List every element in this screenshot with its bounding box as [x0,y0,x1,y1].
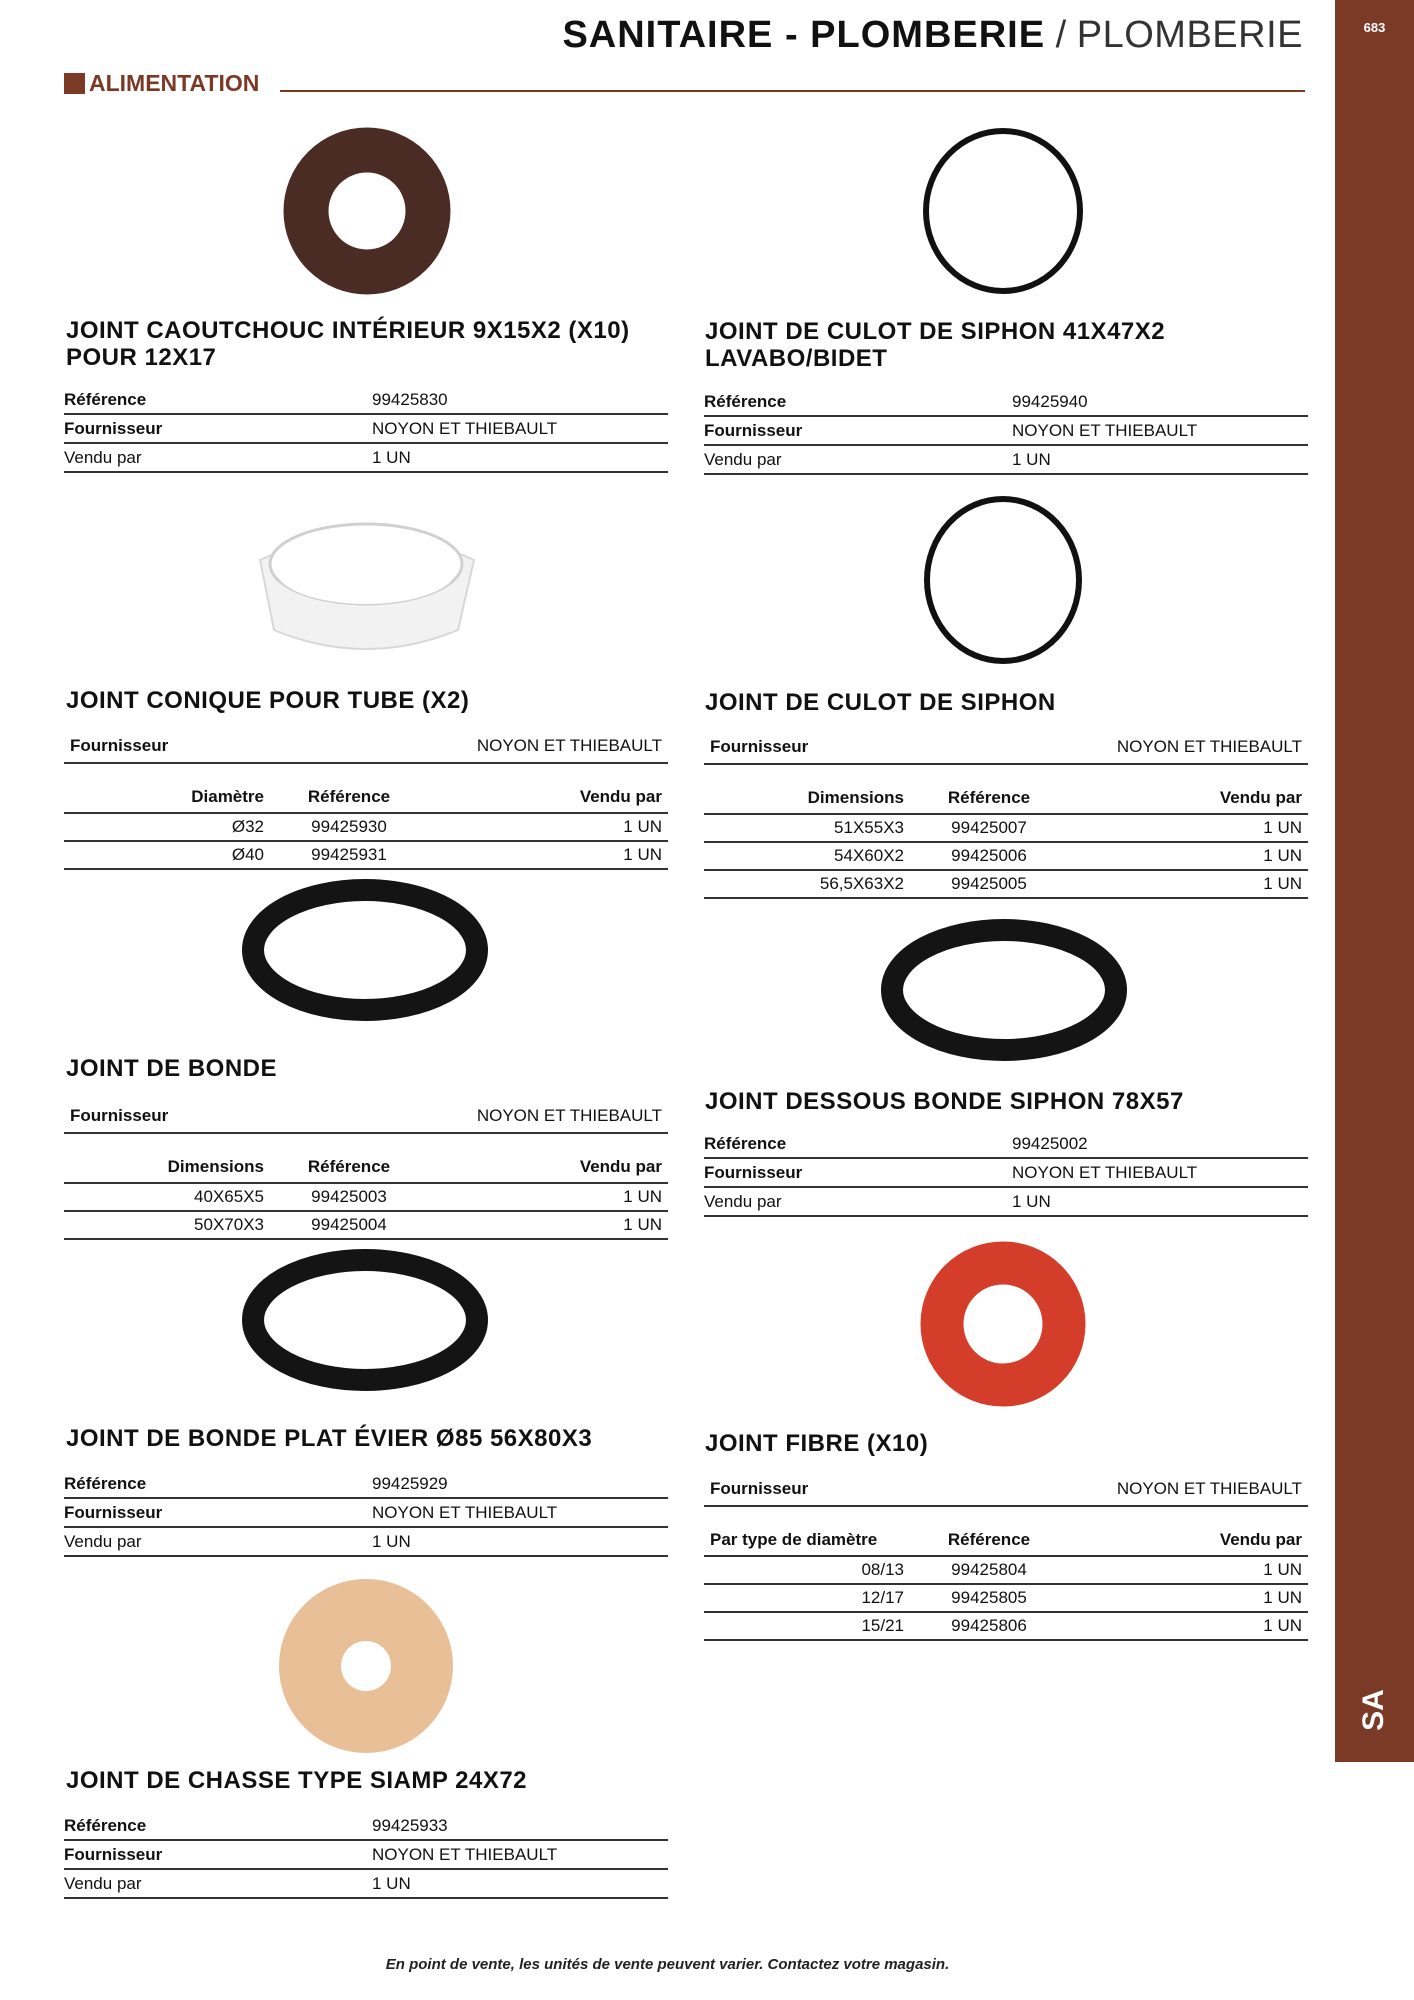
col-header: Référence [947,1530,1031,1549]
supplier-label: Fournisseur [710,737,809,756]
info-value: NOYON ET THIEBAULT [1012,1162,1198,1182]
product-title: JOINT DE BONDE PLAT ÉVIER Ø85 56X80X3 [66,1425,593,1452]
cell: 1 UN [1263,1560,1302,1579]
product-title: JOINT DE CULOT DE SIPHON [705,689,1056,716]
col-header: Vendu par [1219,1530,1302,1549]
variants-table [64,782,668,870]
info-key: Référence [64,389,147,409]
side-tab [1335,0,1414,1762]
info-value: 99425830 [372,389,448,409]
cell: 1 UN [1263,846,1302,865]
supplier-value: NOYON ET THIEBAULT [1116,737,1302,756]
footer-note: En point de vente, les unités de vente peuvent varier. Contactez votre magasin. [385,1956,950,1973]
cell: 99425006 [951,846,1027,865]
col-header: Dimensions [807,788,904,807]
info-value: NOYON ET THIEBAULT [372,418,558,438]
cell: 99425931 [311,845,387,864]
page-header [562,14,1303,57]
product-image-flat-sink-ring [235,1240,495,1400]
product-title: JOINT DESSOUS BONDE SIPHON 78X57 [705,1088,1184,1115]
info-key: Fournisseur [704,1162,803,1182]
info-key: Vendu par [64,447,142,467]
cell: 1 UN [623,845,662,864]
supplier-label: Fournisseur [70,736,169,755]
section-heading [64,70,259,97]
info-value: 99425933 [372,1815,448,1835]
product-title: JOINT CAOUTCHOUC INTÉRIEUR 9X15X2 (X10) POUR 12X17 [66,317,630,371]
cell: 12/17 [861,1588,904,1607]
product-title: JOINT DE CULOT DE SIPHON 41X47X2 LAVABO/BIDET [705,318,1166,372]
info-value: 1 UN [372,1873,411,1893]
header-title: SANITAIRE - PLOMBERIE [562,14,1046,56]
supplier-row [704,1473,1308,1507]
info-key: Fournisseur [64,1844,163,1864]
supplier-row [704,731,1308,765]
product-info-table [64,1812,668,1899]
info-key: Fournisseur [704,420,803,440]
supplier-label: Fournisseur [710,1479,809,1498]
col-header: Par type de diamètre [710,1530,878,1549]
cell: Ø40 [231,845,264,864]
cell: 99425003 [311,1187,387,1206]
product-image-bonde-ring [235,870,495,1030]
col-header: Vendu par [579,787,662,806]
supplier-label: Fournisseur [70,1106,169,1125]
cell: 1 UN [1263,1588,1302,1607]
table-row [64,1212,668,1240]
product-image-conical-joint [246,490,486,665]
table-row [64,814,668,842]
variants-table [704,783,1308,899]
table-row [704,843,1308,871]
cell: 1 UN [1263,818,1302,837]
product-title: JOINT CONIQUE POUR TUBE (X2) [66,687,470,714]
cell: 99425007 [951,818,1027,837]
cell: 1 UN [1263,874,1302,893]
cell: 50X70X3 [194,1215,264,1234]
variants-table [64,1152,668,1240]
info-value: 1 UN [372,447,411,467]
section-square-icon [64,73,85,94]
info-value: 1 UN [372,1531,411,1551]
col-header: Référence [947,788,1031,807]
header-separator: / [1055,14,1067,56]
product-info-table [704,388,1308,475]
cell: 54X60X2 [834,846,904,865]
cell: 40X65X5 [194,1187,264,1206]
table-row [704,1613,1308,1641]
cell: 99425005 [951,874,1027,893]
info-key: Vendu par [64,1531,142,1551]
product-image-siphon-o-ring [918,492,1088,668]
supplier-row [64,730,668,764]
info-key: Référence [64,1473,147,1493]
cell: 15/21 [861,1616,904,1635]
cell: 56,5X63X2 [819,874,904,893]
product-image-rubber-washer [282,126,452,296]
info-value: 99425940 [1012,391,1088,411]
cell: 1 UN [623,817,662,836]
info-key: Vendu par [704,449,782,469]
cell: 99425004 [311,1215,387,1234]
info-value: 1 UN [1012,1191,1051,1211]
col-header: Dimensions [167,1157,264,1176]
col-header: Référence [307,1157,391,1176]
info-key: Référence [704,391,787,411]
section-divider [280,90,1305,92]
product-title: JOINT DE BONDE [66,1055,278,1082]
page-number: 683 [1363,20,1386,35]
product-info-table [64,386,668,473]
supplier-value: NOYON ET THIEBAULT [476,1106,662,1125]
product-title: JOINT DE CHASSE TYPE SIAMP 24X72 [66,1767,528,1794]
info-key: Fournisseur [64,1502,163,1522]
table-row [704,1585,1308,1613]
table-row [64,842,668,870]
product-title: JOINT FIBRE (X10) [705,1430,929,1457]
col-header: Référence [307,787,391,806]
info-key: Vendu par [64,1873,142,1893]
cell: 1 UN [623,1215,662,1234]
product-info-table [64,1470,668,1557]
variants-table [704,1525,1308,1641]
info-value: 1 UN [1012,449,1051,469]
info-value: 99425929 [372,1473,448,1493]
info-key: Fournisseur [64,418,163,438]
info-value: NOYON ET THIEBAULT [372,1502,558,1522]
cell: 1 UN [623,1187,662,1206]
col-header: Vendu par [1219,788,1302,807]
col-header: Diamètre [191,787,264,806]
cell: 99425804 [951,1560,1027,1579]
product-info-table [704,1130,1308,1217]
header-subtitle: PLOMBERIE [1076,14,1303,56]
col-header: Vendu par [579,1157,662,1176]
info-key: Référence [64,1815,147,1835]
table-row [704,815,1308,843]
cell: 99425805 [951,1588,1027,1607]
cell: 1 UN [1263,1616,1302,1635]
cell: 99425930 [311,817,387,836]
supplier-value: NOYON ET THIEBAULT [1116,1479,1302,1498]
cell: Ø32 [231,817,264,836]
info-key: Vendu par [704,1191,782,1211]
cell: 51X55X3 [834,818,904,837]
table-row [704,871,1308,899]
section-code-tab [1352,1680,1396,1740]
info-value: 99425002 [1012,1133,1088,1153]
product-image-thin-o-ring [918,124,1088,298]
info-value: NOYON ET THIEBAULT [372,1844,558,1864]
product-image-fibre-washer [918,1238,1088,1410]
product-image-bonde-siphon-ring [874,910,1134,1070]
table-row [704,1557,1308,1585]
cell: 99425806 [951,1616,1027,1635]
supplier-value: NOYON ET THIEBAULT [476,736,662,755]
supplier-row [64,1100,668,1134]
product-image-flush-washer [278,1578,454,1754]
section-label: ALIMENTATION [89,70,260,96]
cell: 08/13 [861,1560,904,1579]
info-value: NOYON ET THIEBAULT [1012,420,1198,440]
info-key: Référence [704,1133,787,1153]
table-row [64,1184,668,1212]
section-code: SA [1357,1689,1390,1731]
